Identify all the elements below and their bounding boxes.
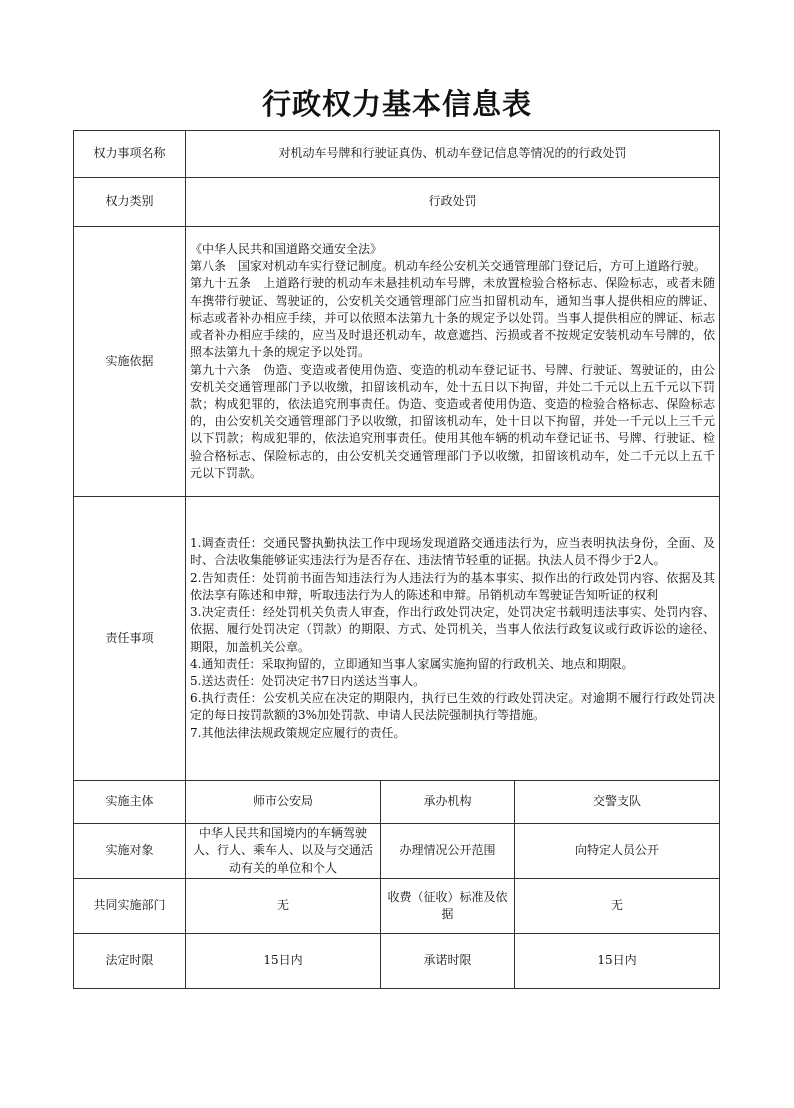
promise-limit-value: 15日内	[515, 934, 720, 989]
subject-value: 师市公安局	[186, 781, 381, 824]
fee-value: 无	[515, 879, 720, 934]
legal-limit-label: 法定时限	[74, 934, 186, 989]
name-value: 对机动车号牌和行驶证真伪、机动车登记信息等情况的的行政处罚	[186, 131, 720, 178]
joint-value: 无	[186, 879, 381, 934]
table-row-duty	[74, 497, 720, 781]
joint-label: 共同实施部门	[74, 879, 186, 934]
duty-value	[186, 497, 720, 781]
org-value: 交警支队	[515, 781, 720, 824]
duty-paragraph: 5.送达责任：处罚决定书7日内送达当事人。	[190, 673, 426, 688]
duty-paragraph: 1.调查责任：交通民警执勤执法工作中现场发现道路交通违法行为，应当表明执法身份，全面、及时、合法收集能够证实违法行为是否存在、违法情节轻重的证据。执法人员不得少于2人。	[190, 536, 716, 568]
promise-limit-label: 承诺时限	[381, 934, 515, 989]
duty-paragraph: 4.通知责任：采取拘留的，立即通知当事人家属实施拘留的行政机关、地点和期限。	[190, 656, 634, 671]
duty-paragraph: 3.决定责任：经处罚机关负责人审查，作出行政处罚决定，处罚决定书载明违法事实、处罚内容、依据、履行处罚决定（罚款）的期限、方式、处罚机关，当事人依法行政复议或行政诉讼的途径、期限，加盖机关公章。	[190, 605, 716, 654]
name-label: 权力事项名称	[74, 131, 186, 178]
duty-paragraph: 7.其他法律法规政策规定应履行的责任。	[190, 725, 406, 740]
info-table	[73, 130, 720, 989]
target-value: 中华人民共和国境内的车辆驾驶人、行人、乘车人、以及与交通活动有关的单位和个人	[186, 824, 381, 879]
category-value: 行政处罚	[186, 178, 720, 227]
fee-label: 收费（征收）标准及依据	[381, 879, 515, 934]
disclosure-label: 办理情况公开范围	[381, 824, 515, 879]
basis-value	[186, 227, 720, 497]
duty-label: 责任事项	[74, 497, 186, 781]
duty-paragraph: 2.告知责任：处罚前书面告知违法行为人违法行为的基本事实、拟作出的行政处罚内容、依据及其依法享有陈述和申辩，听取违法行为人的陈述和申辩。吊销机动车驾驶证告知听证的权利	[190, 570, 716, 602]
page-title: 行政权力基本信息表	[261, 87, 532, 121]
table-row-joint	[74, 879, 720, 934]
basis-paragraph: 第九十六条 伪造、变造或者使用伪造、变造的机动车登记证书、号牌、行驶证、驾驶证的，由公安机关交通管理部门予以收缴，扣留该机动车，处十五日以下拘留，并处二千元以上五千元以下罚款；构成犯罪的，依法追究刑事责任。伪造、变造或者使用伪造、变造的检验合格标志、保险标志的，由公安机关交通管理部门予以收缴，扣留该机动车，处十日以下拘留，并处一千元以上三千元以下罚款；构成犯罪的，依法追究刑事责任。使用其他车辆的机动车登记证书、号牌、行驶证、检验合格标志、保险标志的，由公安机关交通管理部门予以收缴，扣留该机动车，处二千元以上五千元以下罚款。	[190, 362, 716, 480]
table-row-category	[74, 178, 720, 227]
legal-limit-value: 15日内	[186, 934, 381, 989]
subject-label: 实施主体	[74, 781, 186, 824]
category-label: 权力类别	[74, 178, 186, 227]
table-row-name	[74, 131, 720, 178]
org-label: 承办机构	[381, 781, 515, 824]
duty-paragraph: 6.执行责任：公安机关应在决定的期限内，执行已生效的行政处罚决定。对逾期不履行行政处罚决定的每日按罚款额的3%加处罚款、申请人民法院强制执行等措施。	[190, 691, 716, 723]
table-row-basis	[74, 227, 720, 497]
target-label: 实施对象	[74, 824, 186, 879]
basis-paragraph: 第八条 国家对机动车实行登记制度。机动车经公安机关交通管理部门登记后，方可上道路行驶。	[190, 259, 707, 274]
disclosure-value: 向特定人员公开	[515, 824, 720, 879]
table-row-time-limit	[74, 934, 720, 989]
table-row-subject	[74, 781, 720, 824]
basis-paragraph: 《中华人民共和国道路交通安全法》	[190, 242, 383, 257]
table-row-target	[74, 824, 720, 879]
basis-paragraph: 第九十五条 上道路行驶的机动车未悬挂机动车号牌，未放置检验合格标志、保险标志，或者未随车携带行驶证、驾驶证的，公安机关交通管理部门应当扣留机动车，通知当事人提供相应的牌证、标志或者补办相应手续，并可以依照本法第九十条的规定予以处罚。当事人提供相应的牌证、标志或者补办相应手续的，应当及时退还机动车，故意遮挡、污损或者不按规定安装机动车号牌的，依照本法第九十条的规定予以处罚。	[190, 276, 716, 360]
basis-label: 实施依据	[74, 227, 186, 497]
